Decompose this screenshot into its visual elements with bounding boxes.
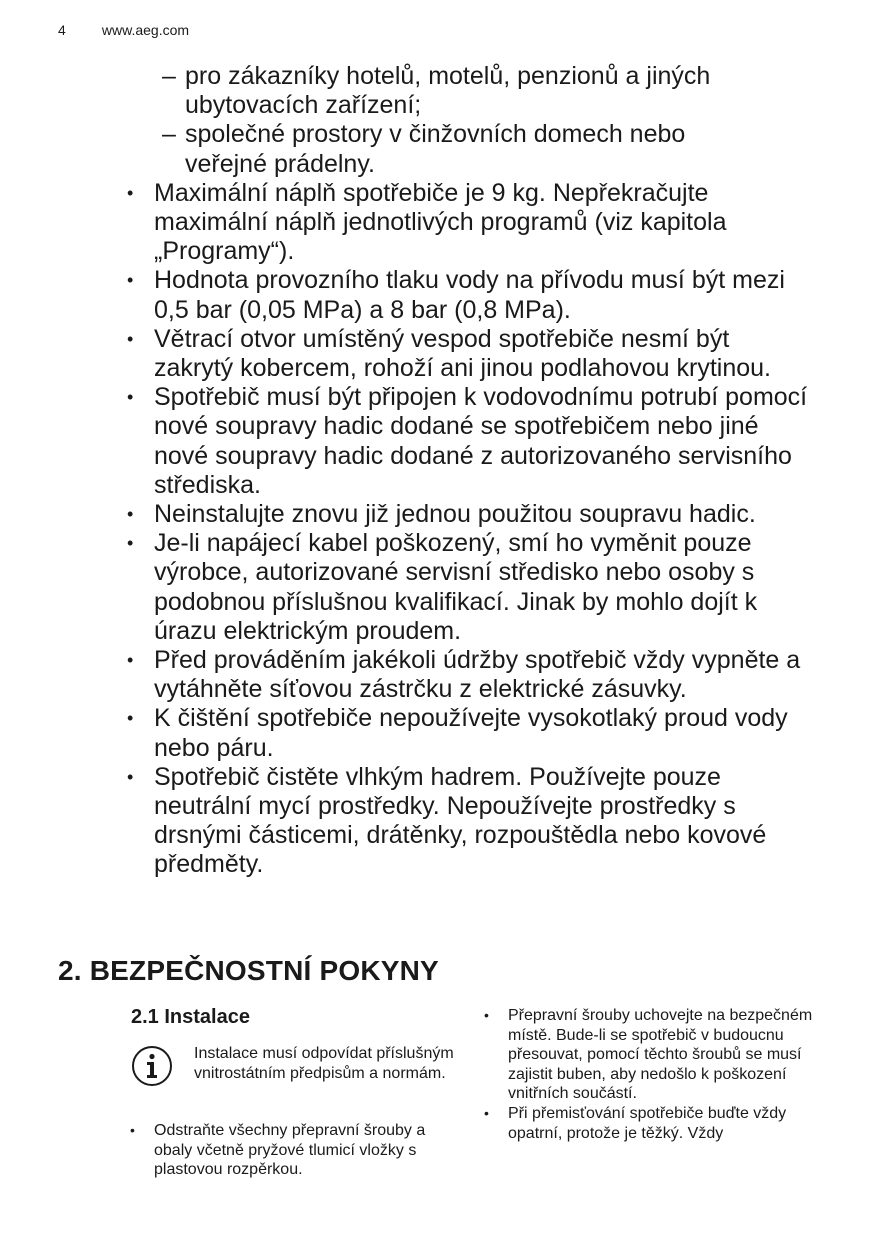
- installation-list-right: [484, 1006, 819, 1143]
- bullet-marker: •: [127, 270, 134, 291]
- bullet-marker: •: [127, 504, 134, 525]
- list-item: • Odstraňte všechny přepravní šrouby a obaly včetně pryžové tlumicí vložky s plastovou rozpěrkou.: [130, 1122, 426, 1179]
- list-item: • Při přemisťování spotřebiče buďte vždy opatrní, protože je těžký. Vždy: [484, 1104, 787, 1142]
- bullet-marker: •: [484, 1104, 489, 1121]
- subsection-title: 2.1 Instalace: [131, 1006, 250, 1028]
- bullet-list-item: • Neinstalujte znovu již jednou použitou soupravu hadic.: [127, 500, 756, 529]
- bullet-list-item: • Před prováděním jakékoli údržby spotřebič vždy vypněte a vytáhněte síťovou zástrčku z elektrické zásuvky.: [127, 646, 801, 704]
- bullet-list-item: • Spotřebič musí být připojen k vodovodnímu potrubí pomocí nové soupravy hadic dodané se spotřebičem nebo jiné nové soupravy hadic dodané z autorizovaného servisního střediska.: [127, 383, 808, 499]
- dash-marker: –: [162, 62, 176, 90]
- bullet-list-item: • Spotřebič čistěte vlhkým hadrem. Používejte pouze neutrální mycí prostředky. Nepoužívejte prostředky s drsnými částicemi, drátěnky, rozpouštědla nebo kovové předměty.: [127, 762, 767, 879]
- page-header: [58, 22, 189, 38]
- dash-list-item: – pro zákazníky hotelů, motelů, penzionů a jiných ubytovacích zařízení;: [162, 62, 711, 120]
- bullet-marker: •: [127, 766, 134, 787]
- bullet-marker: •: [127, 650, 134, 671]
- bullet-marker: •: [127, 328, 134, 349]
- bullet-list-item: • K čištění spotřebiče nepoužívejte vysokotlaký proud vody nebo páru.: [127, 704, 788, 762]
- website-link[interactable]: www.aeg.com: [101, 22, 190, 38]
- bullet-marker: •: [130, 1122, 135, 1138]
- bullet-marker: •: [127, 533, 134, 554]
- dash-marker: –: [162, 120, 176, 149]
- bullet-marker: •: [127, 708, 134, 729]
- page-number: 4: [58, 22, 66, 38]
- bullet-marker: •: [127, 182, 134, 203]
- dash-list-item: – společné prostory v činžovních domech nebo veřejné prádelny.: [162, 120, 686, 178]
- bullet-list-item: • Větrací otvor umístěný vespod spotřebiče nesmí být zakrytý kobercem, rohoží ani jinou podlahovou krytinou.: [127, 324, 771, 383]
- installation-list-left: [130, 1121, 465, 1180]
- bullet-marker: •: [127, 387, 134, 408]
- list-item: • Přepravní šrouby uchovejte na bezpečném místě. Bude-li se spotřebič v budoucnu přesouvat, pomocí těchto šroubů se musí zajistit buben, aby nedošlo k poškození vnitřních součástí.: [484, 1007, 813, 1103]
- info-icon: [130, 1044, 174, 1088]
- safety-list: [0, 62, 874, 880]
- info-note-text: Instalace musí odpovídat příslušným vnitrostátním předpisům a normám.: [194, 1045, 454, 1082]
- bullet-list-item: • Je-li napájecí kabel poškozený, smí ho vyměnit pouze výrobce, autorizované servisní středisko nebo osoby s podobnou příslušnou kvalifikací. Jinak by mohlo dojít k úrazu elektrickým proudem.: [127, 529, 758, 645]
- bullet-marker: •: [484, 1007, 489, 1023]
- bullet-list-item: • Maximální náplň spotřebiče je 9 kg. Nepřekračujte maximální náplň jednotlivých programů (viz kapitola „Programy“).: [127, 178, 727, 266]
- section-title: 2. BEZPEČNOSTNÍ POKYNY: [58, 955, 439, 986]
- bullet-list-item: • Hodnota provozního tlaku vody na přívodu musí být mezi 0,5 bar (0,05 MPa) a 8 bar (0,8 MPa).: [127, 266, 785, 324]
